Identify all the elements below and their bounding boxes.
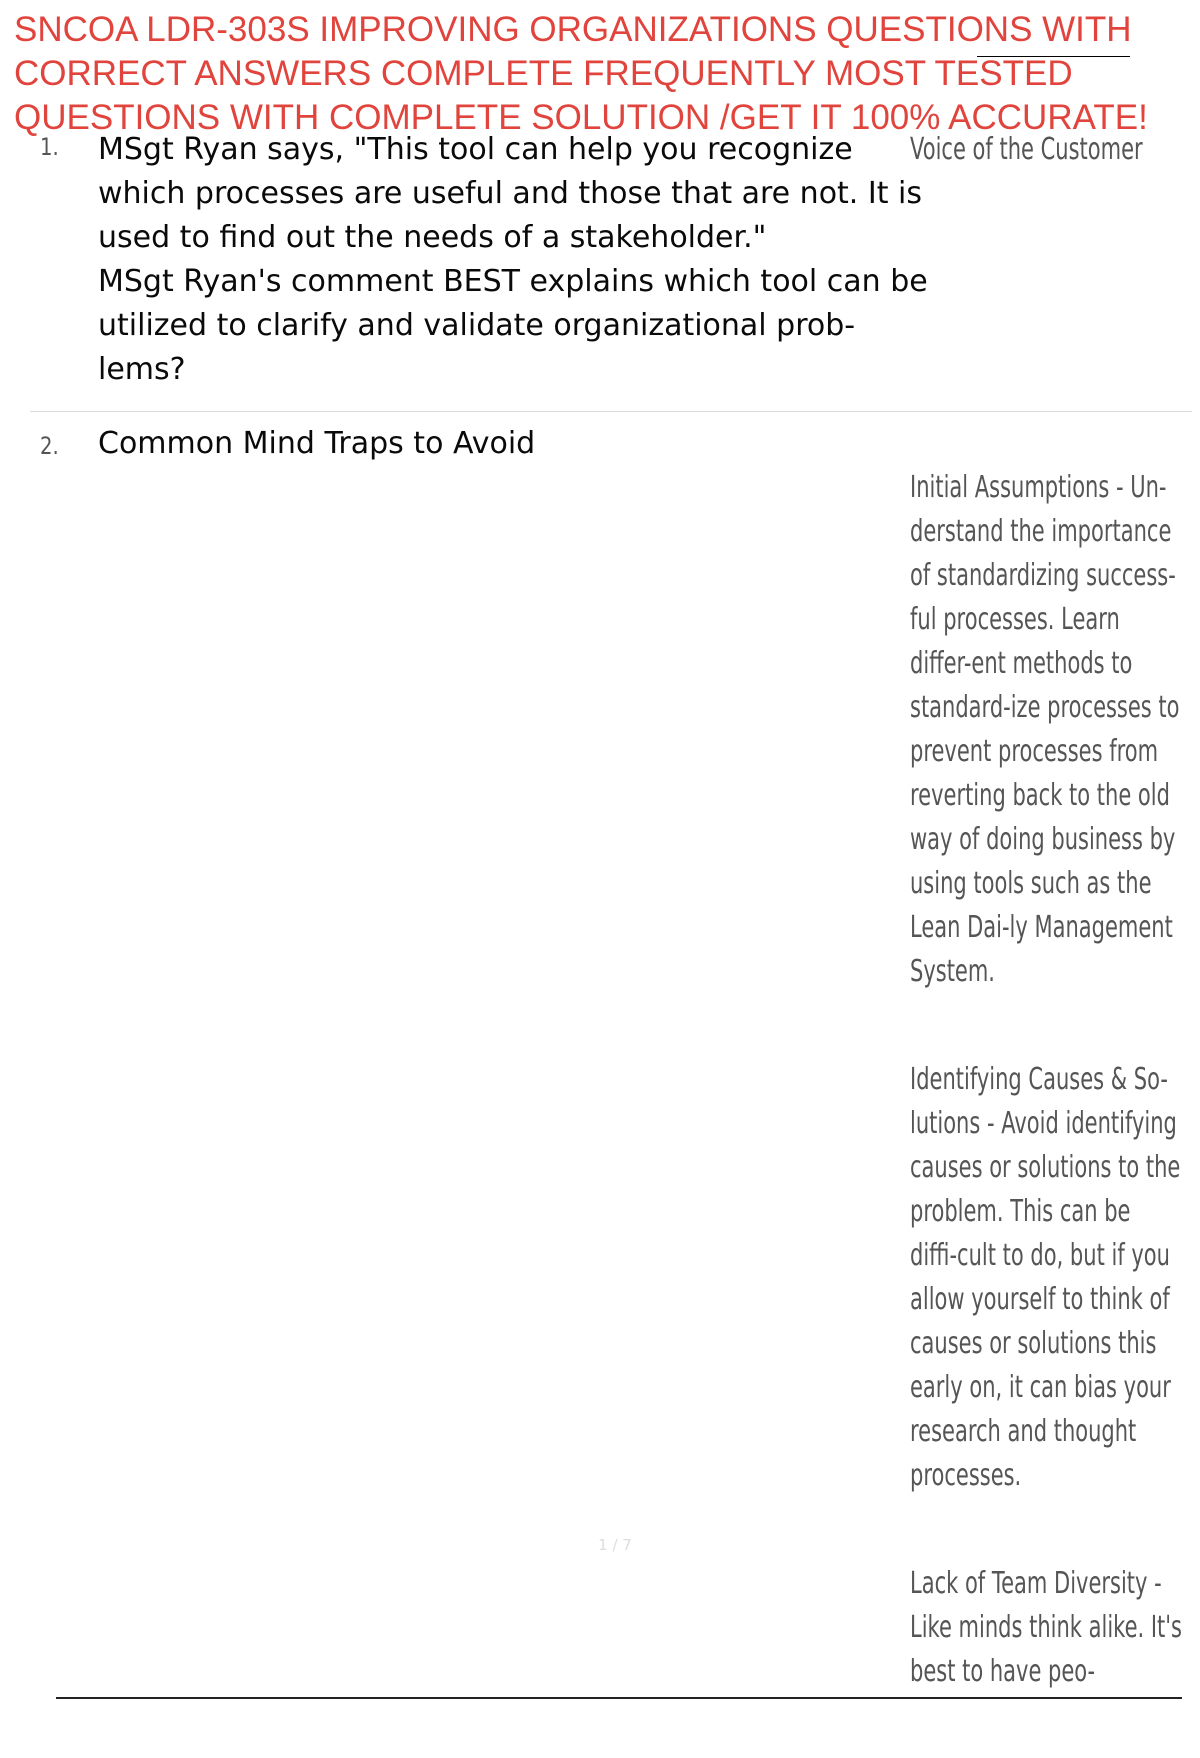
card-number: 2. [40, 432, 59, 460]
flashcard-1 [30, 118, 1192, 412]
card-number: 1. [40, 133, 59, 161]
card-answer: Voice of the Customer [910, 132, 1143, 167]
card-answer [910, 422, 1183, 1758]
card-question: MSgt Ryan says, "This tool can help you recognize which processes are useful and those that are not. It is used to find out the needs of a stakeholder." MSgt Ryan's comment BEST explains which tool can be utilized to clarify and validate organizational prob-lems? [98, 132, 928, 387]
answer-paragraph-identifying-causes: Identifying Causes & So-lutions - Avoid identifying causes or solutions to the problem. This can be diffi-cult to do, but if you allow yourself to think of causes or solutions this early on, it can bias your research and thought processes. [910, 1062, 1181, 1493]
card-question: Common Mind Traps to Avoid [98, 426, 536, 461]
page-number: 1 / 7 [598, 1536, 632, 1554]
answer-paragraph-initial-assumptions: Initial Assumptions - Un-derstand the importance of standardizing success-ful processes. Learn differ-ent methods to standard-ize processes to prevent processes from reverting back to the old way of doing business by using tools such as the Lean Dai-ly Management System. [910, 470, 1180, 989]
page-bottom-rule [56, 1697, 1182, 1699]
answer-paragraph-team-diversity: Lack of Team Diversity - Like minds think alike. It's best to have peo- [910, 1566, 1182, 1689]
document-title: SNCOA LDR-303S IMPROVING ORGANIZATIONS QUESTIONS WITH CORRECT ANSWERS COMPLETE FREQUENTLY MOST TESTED QUESTIONS WITH COMPLETE SOLUTION /GET IT 100% ACCURATE! [14, 10, 1148, 137]
